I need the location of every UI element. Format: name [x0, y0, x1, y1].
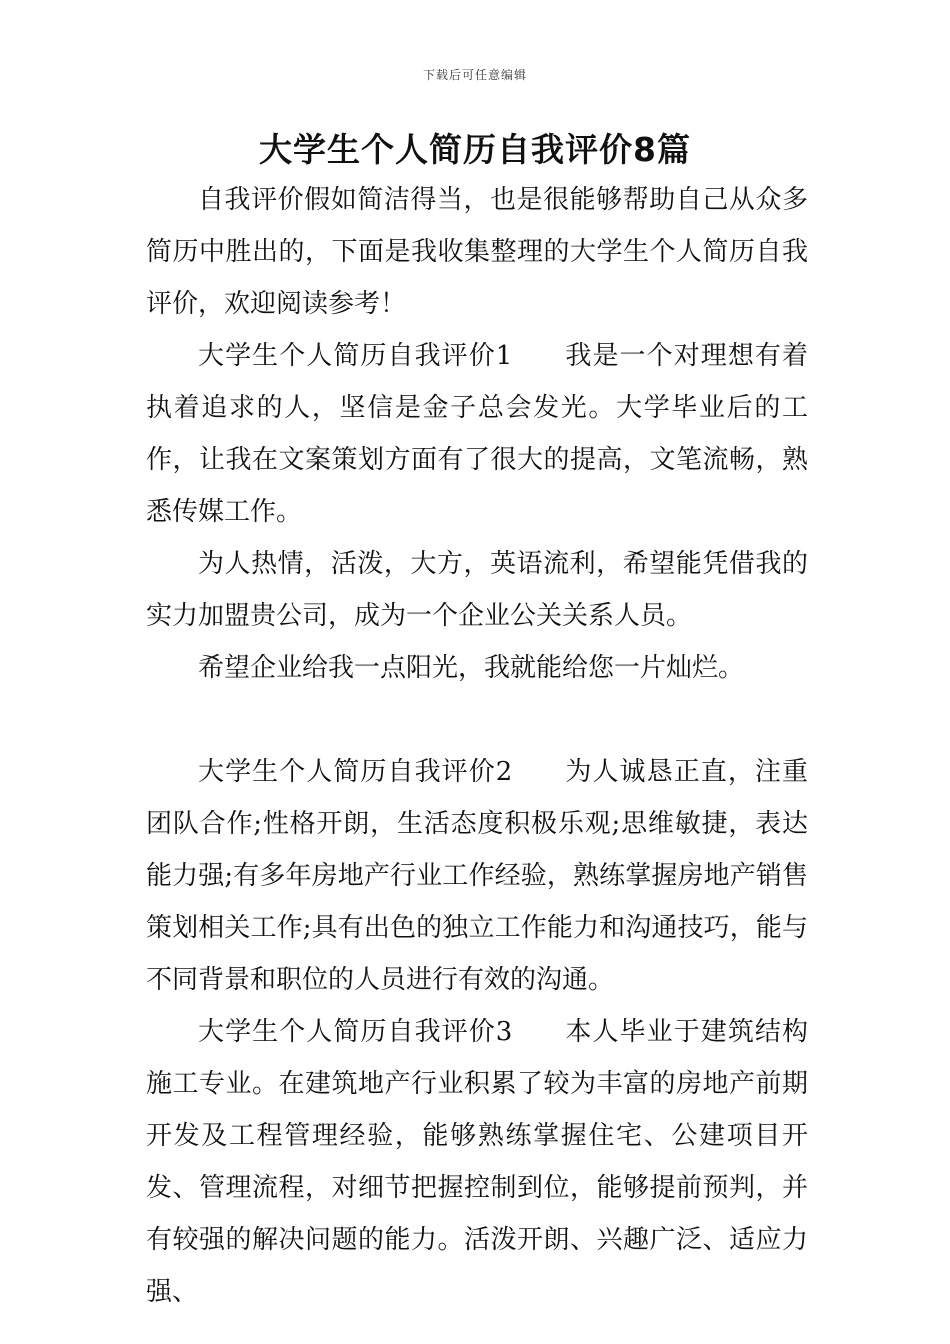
paragraph-spacer [146, 694, 808, 746]
section-1-extra-paragraph-1: 为人热情，活泼，大方，英语流利，希望能凭借我的实力加盟贵公司，成为一个企业公关关系人员。 [146, 549, 808, 631]
page-header-note: 下载后可任意编辑 [422, 68, 527, 82]
section-3-text: 本人毕业于建筑结构施工专业。在建筑地产行业积累了较为丰富的房地产前期开发及工程管理经验，能够熟练掌握住宅、公建项目开发、管理流程，对细节把握控制到位，能够提前预判，并有较强的解决问题的能力。活泼开朗、兴趣广泛、适应力强、 [146, 1017, 808, 1307]
intro-paragraph: 自我评价假如简洁得当，也是很能够帮助自己从众多简历中胜出的，下面是我收集整理的大学生个人简历自我评价，欢迎阅读参考！ [146, 185, 808, 319]
section-1-label: 大学生个人简历自我评价1 [198, 341, 513, 371]
document-body [146, 174, 808, 1318]
section-2-text: 为人诚恳正直，注重团队合作;性格开朗，生活态度积极乐观;思维敏捷，表达能力强;有多年房地产行业工作经验，熟练掌握房地产销售策划相关工作;具有出色的独立工作能力和沟通技巧，能与不同背景和职位的人员进行有效的沟通。 [146, 757, 808, 995]
document-title: 大学生个人简历自我评价8篇 [259, 130, 691, 169]
section-2-paragraph [146, 746, 808, 1006]
section-1-text: 我是一个对理想有着执着追求的人，坚信是金子总会发光。大学毕业后的工作，让我在文案策划方面有了很大的提高，文笔流畅，熟悉传媒工作。 [146, 341, 808, 527]
section-1-paragraph [146, 330, 808, 538]
section-3-paragraph [146, 1006, 808, 1318]
section-1-extra-paragraph-2: 希望企业给我一点阳光，我就能给您一片灿烂。 [198, 653, 745, 683]
section-2-label: 大学生个人简历自我评价2 [198, 757, 513, 787]
section-3-label: 大学生个人简历自我评价3 [198, 1017, 513, 1047]
